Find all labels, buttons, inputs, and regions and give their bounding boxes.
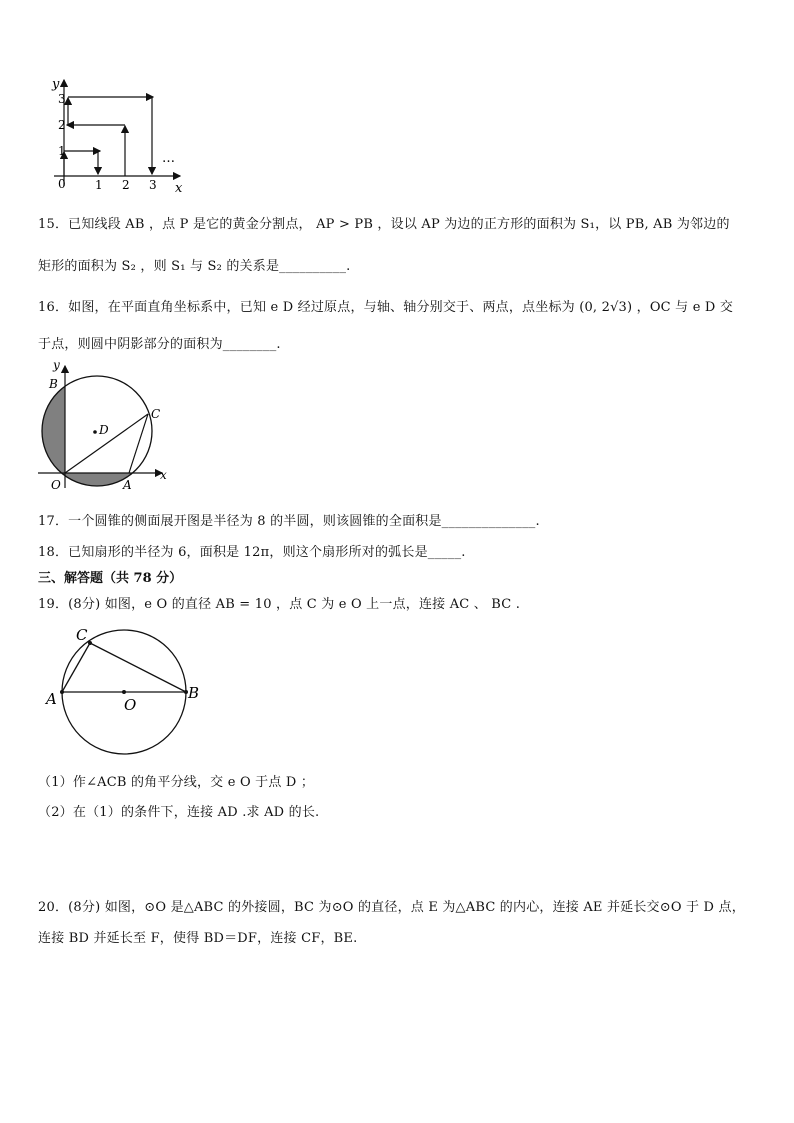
- label-y: y: [53, 358, 60, 372]
- q16-line2: 于点，则圆中阴影部分的面积为________.: [38, 337, 281, 352]
- y-axis-label: y: [52, 77, 60, 92]
- label-A: A: [123, 478, 132, 492]
- label-B: B: [188, 684, 200, 702]
- y-tick-3: 3: [58, 92, 66, 106]
- y-tick-1: 1: [58, 144, 66, 158]
- q17-text: 17．一个圆锥的侧面展开图是半径为 8 的半圆，则该圆锥的全面积是______________.: [38, 514, 540, 529]
- q19-part2: （2）在（1）的条件下，连接 AD .求 AD 的长.: [38, 805, 320, 820]
- circle-diameter-figure: [40, 624, 210, 758]
- q19-stem: 19．(8分) 如图，e O 的直径 AB = 10 ，点 C 为 e O 上一点，连接 AC 、 BC .: [38, 597, 521, 612]
- point-O: [122, 690, 126, 694]
- q15-line1: 15．已知线段 AB ，点 P 是它的黄金分割点， AP > PB ，设以 AP 为边的正方形的面积为 S₁，以 PB, AB 为邻边的: [38, 217, 730, 232]
- label-D: D: [99, 423, 109, 437]
- segment-AC: [62, 643, 90, 692]
- center-D: [93, 430, 97, 434]
- label-C: C: [151, 407, 161, 421]
- x-tick-1: 1: [95, 178, 103, 192]
- point-C: [88, 641, 92, 645]
- label-A: A: [46, 690, 57, 708]
- section-title: 三、解答题（共 78 分）: [38, 571, 183, 586]
- circle-sector-figure: [30, 358, 180, 496]
- q15-line2: 矩形的面积为 S₂ ，则 S₁ 与 S₂ 的关系是__________.: [38, 259, 351, 274]
- x-tick-3: 3: [149, 178, 157, 192]
- q16-line1: 16．如图，在平面直角坐标系中，已知 e D 经过原点，与轴、轴分别交于、两点，点坐标为 (0, 2√3) ，OC 与 e D 交: [38, 300, 734, 315]
- y-tick-2: 2: [58, 118, 66, 132]
- shaded-left-segment: [30, 358, 65, 496]
- segment-BC: [90, 643, 186, 692]
- q20-line1: 20．(8分) 如图，⊙O 是△ABC 的外接圆，BC 为⊙O 的直径，点 E 为△ABC 的内心，连接 AE 并延长交⊙O 于 D 点，: [38, 900, 745, 915]
- segment-AC: [129, 414, 148, 473]
- x-tick-2: 2: [122, 178, 130, 192]
- label-O: O: [51, 478, 61, 492]
- label-x: x: [160, 468, 167, 482]
- origin-label: 0: [58, 177, 66, 191]
- x-axis-label: x: [175, 181, 183, 196]
- q20-line2: 连接 BD 并延长至 F，使得 BD＝DF，连接 CF，BE.: [38, 931, 358, 946]
- label-C: C: [76, 626, 88, 644]
- q18-text: 18．已知扇形的半径为 6，面积是 12π，则这个扇形所对的弧长是_____.: [38, 545, 466, 560]
- q19-part1: （1）作∠ACB 的角平分线，交 e O 于点 D ；: [38, 775, 315, 790]
- point-A: [60, 690, 64, 694]
- shaded-bottom-segment: [65, 473, 131, 496]
- staircase-figure: [40, 74, 200, 196]
- label-B: B: [49, 377, 58, 391]
- label-O: O: [124, 696, 137, 714]
- ellipsis: …: [162, 151, 175, 166]
